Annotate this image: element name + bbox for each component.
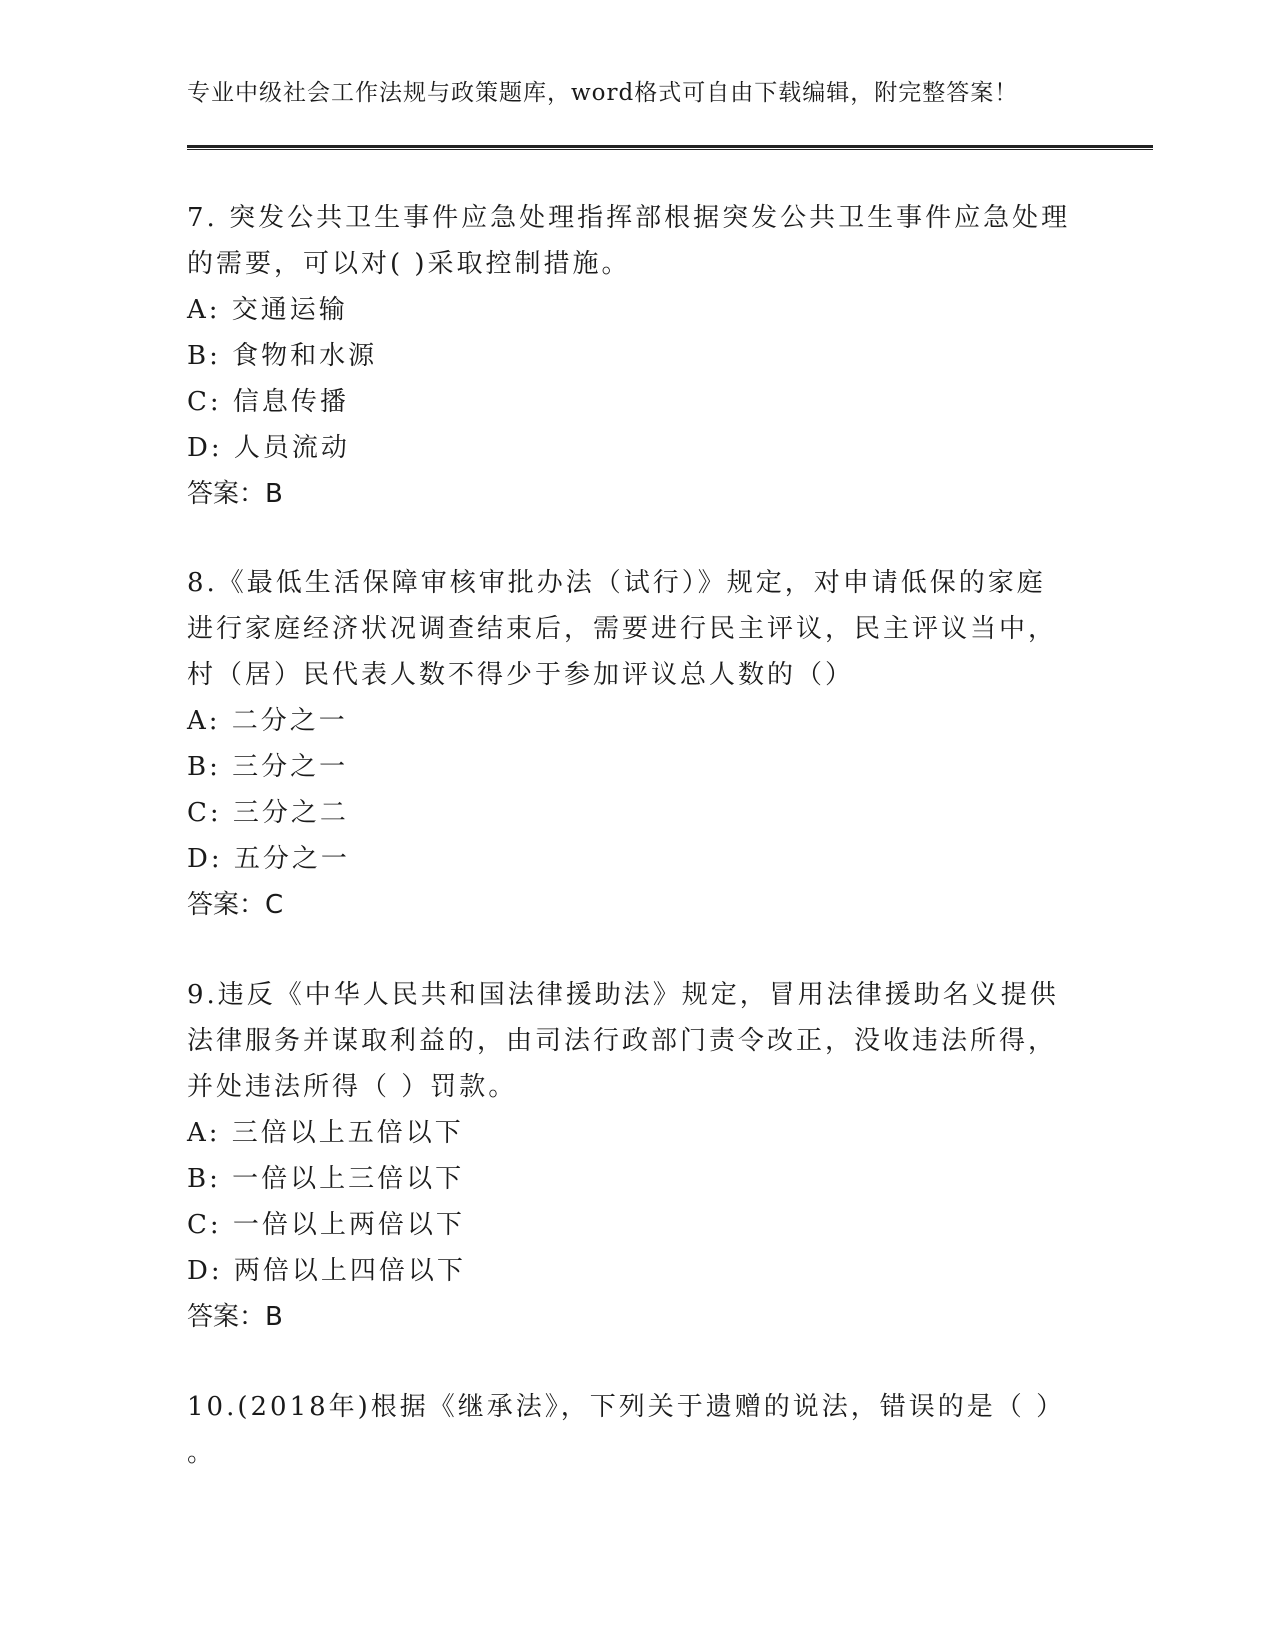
option-b: B: 食物和水源 (187, 341, 378, 371)
option-c: C: 三分之二 (187, 798, 349, 828)
option-d: D: 人员流动 (187, 433, 350, 463)
question-stem-line: 并处违法所得（ ）罚款。 (187, 1072, 518, 1102)
page-header-title: 专业中级社会工作法规与政策题库，word格式可自由下载编辑，附完整答案！ (187, 80, 1019, 106)
question-9 (187, 972, 1087, 1340)
question-stem-line: 10.(2018年)根据《继承法》，下列关于遗赠的说法，错误的是（ ） (187, 1392, 1066, 1422)
question-stem-line: 的需要，可以对( )采取控制措施。 (187, 249, 631, 279)
option-d: D: 两倍以上四倍以下 (187, 1256, 466, 1286)
question-stem-line: 。 (187, 1438, 214, 1468)
option-c: C: 一倍以上两倍以下 (187, 1210, 465, 1240)
question-stem-line: 进行家庭经济状况调查结束后，需要进行民主评议，民主评议当中， (187, 614, 1058, 644)
option-c: C: 信息传播 (187, 387, 349, 417)
option-a: A: 三倍以上五倍以下 (187, 1118, 464, 1148)
question-stem-line: 村（居）民代表人数不得少于参加评议总人数的（） (187, 660, 855, 690)
question-7 (187, 195, 1087, 517)
question-stem-line: 8.《最低生活保障审核审批办法（试行）》规定，对申请低保的家庭 (187, 568, 1046, 598)
question-8 (187, 560, 1087, 928)
option-b: B: 一倍以上三倍以下 (187, 1164, 465, 1194)
answer: 答案：C (187, 890, 284, 920)
option-b: B: 三分之一 (187, 752, 349, 782)
option-a: A: 交通运输 (187, 295, 348, 325)
question-stem-line: 9.违反《中华人民共和国法律援助法》规定，冒用法律援助名义提供 (187, 980, 1059, 1010)
option-d: D: 五分之一 (187, 844, 350, 874)
header-divider (187, 145, 1153, 150)
question-stem-line: 法律服务并谋取利益的，由司法行政部门责令改正，没收违法所得， (187, 1026, 1058, 1056)
answer: 答案：B (187, 479, 283, 509)
option-a: A: 二分之一 (187, 706, 348, 736)
question-stem-line: 7. 突发公共卫生事件应急处理指挥部根据突发公共卫生事件应急处理 (187, 203, 1071, 233)
answer: 答案：B (187, 1302, 283, 1332)
question-10 (187, 1384, 1087, 1476)
